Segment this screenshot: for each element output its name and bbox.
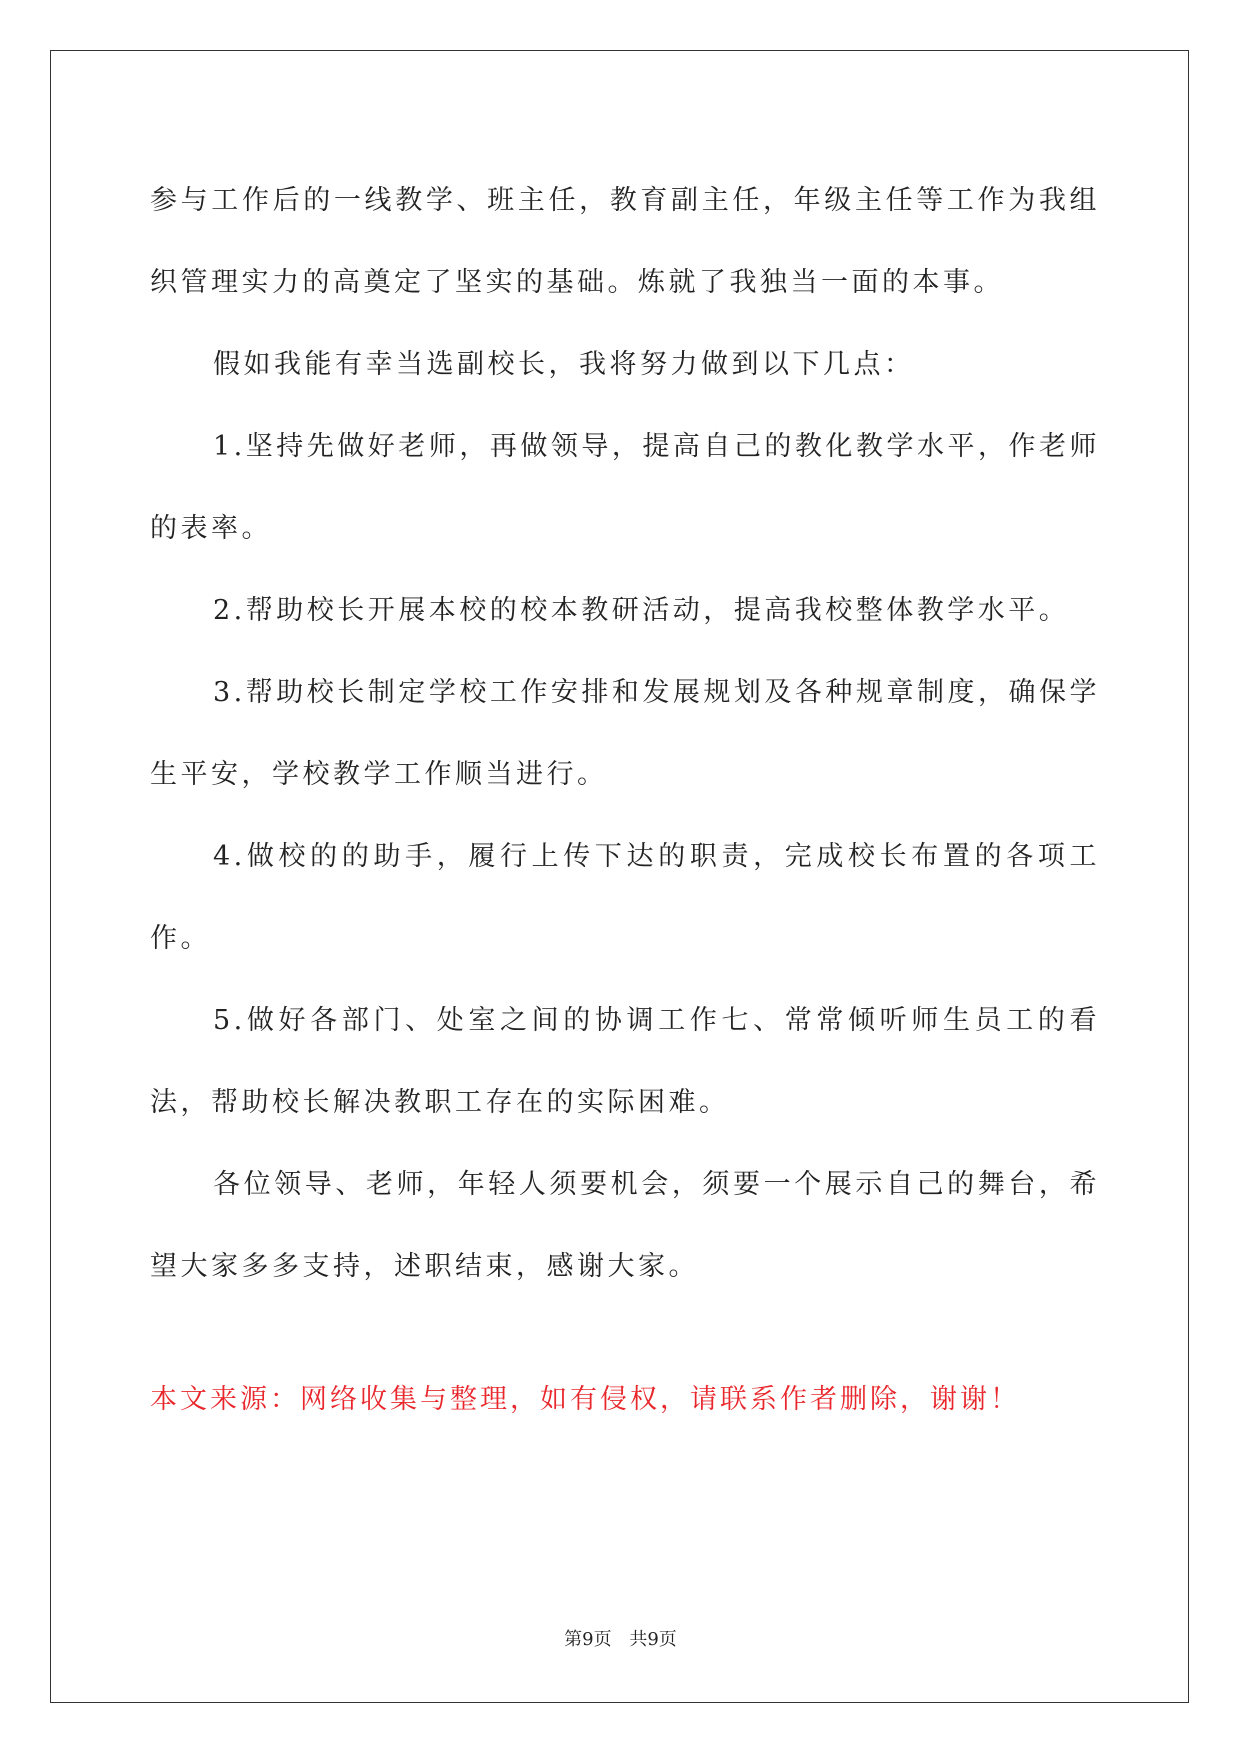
paragraph-intro: 假如我能有幸当选副校长，我将努力做到以下几点： xyxy=(213,349,915,380)
paragraph-point-2: 2.帮助校长开展本校的校本教研活动，提高我校整体教学水平。 xyxy=(213,595,1070,626)
paragraph-continuation: 参与工作后的一线教学、班主任，教育副主任，年级主任等工作为我组织管理实力的高奠定了坚实的基础。炼就了我独当一面的本事。 xyxy=(150,185,1100,298)
current-page-label: 第9页 xyxy=(564,1629,612,1650)
paragraph-point-3: 3.帮助校长制定学校工作安排和发展规划及各种规章制度，确保学生平安，学校教学工作顺当进行。 xyxy=(150,677,1100,790)
total-pages-label: 共9页 xyxy=(629,1629,677,1650)
paragraph-point-4: 4.做校的的助手，履行上传下达的职责，完成校长布置的各项工作。 xyxy=(150,841,1100,954)
paragraph-closing: 各位领导、老师，年轻人须要机会，须要一个展示自己的舞台，希望大家多多支持，述职结束，感谢大家。 xyxy=(150,1169,1100,1282)
source-note: 本文来源：网络收集与整理，如有侵权，请联系作者删除，谢谢！ xyxy=(150,1384,1020,1415)
document-body xyxy=(150,160,1100,1308)
page-footer xyxy=(0,1625,1241,1651)
paragraph-point-5: 5.做好各部门、处室之间的协调工作七、常常倾听师生员工的看法，帮助校长解决教职工存在的实际困难。 xyxy=(150,1005,1100,1118)
paragraph-point-1: 1.坚持先做好老师，再做领导，提高自己的教化教学水平，作老师的表率。 xyxy=(150,431,1100,544)
